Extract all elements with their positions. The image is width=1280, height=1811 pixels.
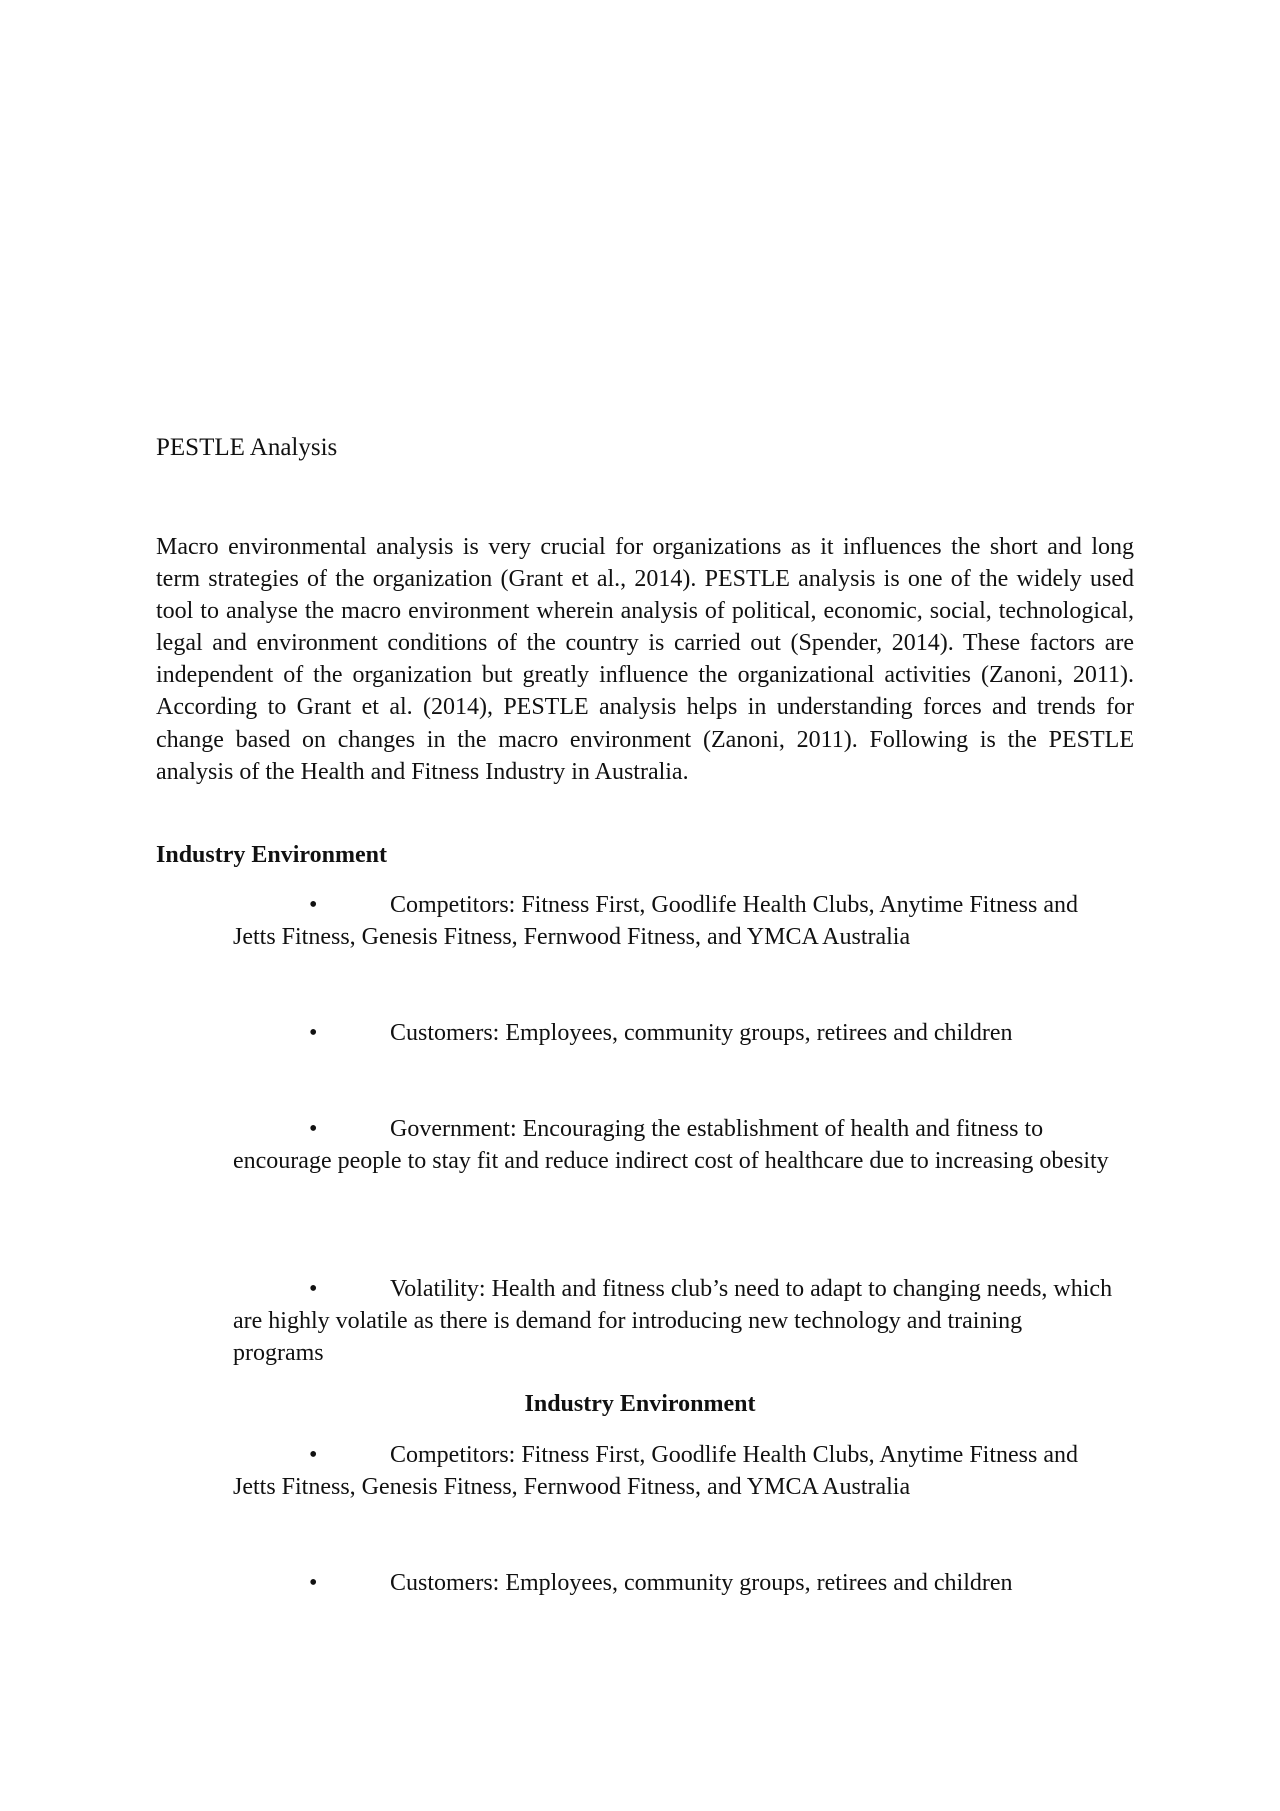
bullet-item-customers (233, 1017, 1113, 1049)
bullet-text: Customers: Employees, community groups, retirees and children (390, 1570, 1013, 1596)
bullet-item-government (233, 1113, 1113, 1177)
bullet-icon: • (309, 1442, 318, 1468)
bullet-item-competitors-repeat (233, 1439, 1113, 1503)
bullet-item-customers-repeat (233, 1567, 1113, 1599)
bullet-icon: • (309, 892, 318, 918)
bullet-icon: • (309, 1116, 318, 1142)
bullet-item-competitors (233, 889, 1113, 953)
bullet-item-volatility (233, 1273, 1113, 1369)
bullet-icon: • (309, 1276, 318, 1302)
intro-paragraph: Macro environmental analysis is very crucial for organizations as it influences the short and long term strategies of the organization (Grant et al., 2014). PESTLE analysis is one of the widely used tool to analyse the macro environment wherein analysis of political, economic, social, technological, legal and environment conditions of the country is carried out (Spender, 2014). These factors are independent of the organization but greatly influence the organizational activities (Zanoni, 2011). According to Grant et al. (2014), PESTLE analysis helps in understanding forces and trends for change based on changes in the macro environment (Zanoni, 2011). Following is the PESTLE analysis of the Health and Fitness Industry in Australia. (156, 534, 1134, 785)
document-title: PESTLE Analysis (156, 434, 338, 461)
bullet-text: Government: Encouraging the establishment of health and fitness to encourage people to stay fit and reduce indirect cost of healthcare due to increasing obesity (233, 1116, 1109, 1174)
bullet-text: Competitors: Fitness First, Goodlife Health Clubs, Anytime Fitness and Jetts Fitness, Genesis Fitness, Fernwood Fitness, and YMCA Australia (233, 892, 1078, 950)
bullet-icon: • (309, 1570, 318, 1596)
bullet-text: Volatility: Health and fitness club’s need to adapt to changing needs, which are highly volatile as there is demand for introducing new technology and training programs (233, 1276, 1113, 1366)
section-heading-industry-environment-centered: Industry Environment (524, 1391, 756, 1417)
bullet-icon: • (309, 1020, 318, 1046)
bullet-text: Customers: Employees, community groups, retirees and children (390, 1020, 1013, 1046)
section-heading-industry-environment: Industry Environment (156, 842, 387, 868)
bullet-text: Competitors: Fitness First, Goodlife Health Clubs, Anytime Fitness and Jetts Fitness, Genesis Fitness, Fernwood Fitness, and YMCA Australia (233, 1442, 1078, 1500)
